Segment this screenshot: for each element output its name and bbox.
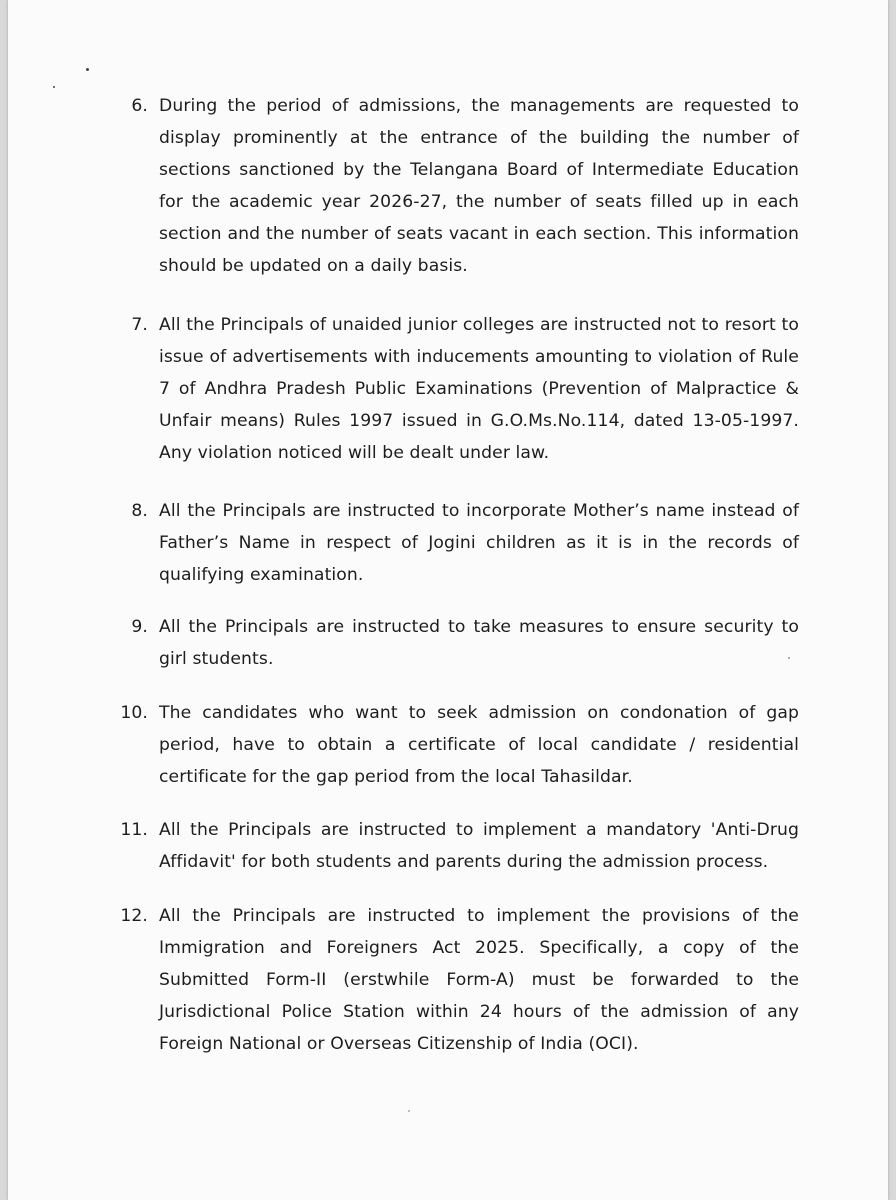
item-text: All the Principals are instructed to incorporate Mother’s name instead of Father’s Name in respect of Jogini children as it is in the records of qualifying examination. [159, 501, 799, 585]
item-number: 12. [120, 906, 148, 926]
item-text: All the Principals are instructed to take measures to ensure security to girl students. [159, 617, 799, 669]
item-text: During the period of admissions, the managements are requested to display prominently at the entrance of the building the number of sections sanctioned by the Telangana Board of Intermediate Education for the academic year 2026-27, the number of seats filled up in each section and the number of seats vacant in each section. This information should be updated on a daily basis. [159, 96, 799, 276]
item-text: All the Principals are instructed to implement the provisions of the Immigration and Foreigners Act 2025. Specifically, a copy of the Submitted Form-II (erstwhile Form-A) must be forwarded to the Jurisdictional Police Station within 24 hours of the admission of any Foreign National or Overseas Citizenship of India (OCI). [159, 906, 799, 1054]
document-page [8, 0, 888, 1200]
item-number: 8. [131, 501, 148, 521]
scan-speck [53, 86, 55, 88]
scan-speck [408, 1110, 410, 1112]
item-number: 6. [131, 96, 148, 116]
item-number: 7. [131, 315, 148, 335]
item-number: 9. [131, 617, 148, 637]
item-text: All the Principals are instructed to implement a mandatory 'Anti-Drug Affidavit' for both students and parents during the admission process. [159, 820, 799, 872]
item-number: 11. [120, 820, 148, 840]
item-number: 10. [120, 703, 148, 723]
item-text: All the Principals of unaided junior colleges are instructed not to resort to issue of advertisements with inducements amounting to violation of Rule 7 of Andhra Pradesh Public Examinations (Prevention of Malpractice & Unfair means) Rules 1997 issued in G.O.Ms.No.114, dated 13-05-1997. Any violation noticed will be dealt under law. [159, 315, 799, 463]
scan-speck [86, 68, 89, 71]
item-text: The candidates who want to seek admission on condonation of gap period, have to obtain a certificate of local candidate / residential certificate for the gap period from the local Tahasildar. [159, 703, 799, 787]
